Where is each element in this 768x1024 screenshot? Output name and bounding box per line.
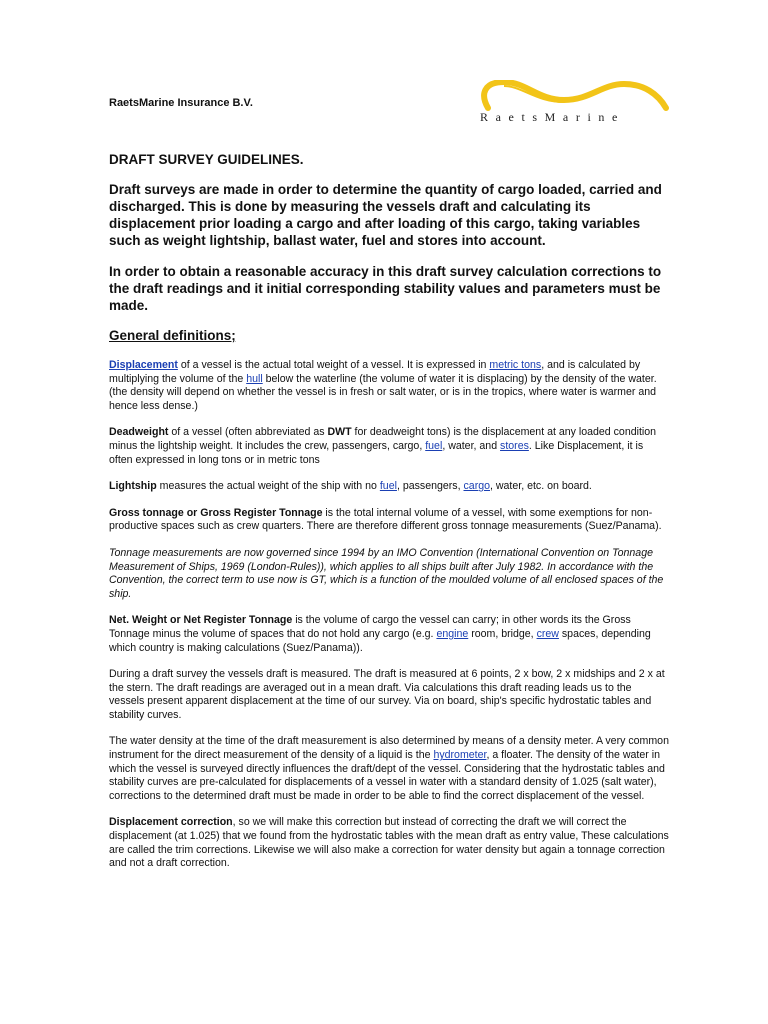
net-tonnage-definition: Net. Weight or Net Register Tonnage is the volume of cargo the vessel can carry; in other words its the Gross Tonnage minus the volume of spaces that do not hold any cargo (e.g. engine room, bridge, crew spaces, depending which country is making calculations (Suez/Panama)). [109, 614, 651, 654]
general-definitions-heading: General definitions; [109, 328, 236, 343]
water-density-paragraph: The water density at the time of the draft measurement is also determined by means of a density meter. A very common instrument for the direct measurement of the density of a liquid is the hydrometer, a floater. The density of the water in which the vessel is surveyed directly influences the draft/dept of the vessel. Considering that the hydrostatic tables and stability curves are pre-calculated for displacements of a vessel in water with a standard density of 1.025 (salt water), corrections to the determined draft must be made in order to be able to find the correct displacement of the vessel. [109, 735, 669, 802]
hull-link[interactable]: hull [246, 372, 263, 385]
cargo-link[interactable]: cargo [463, 480, 490, 493]
logo-wordmark: RaetsMarine [480, 110, 625, 124]
fuel-link[interactable]: fuel [379, 480, 397, 493]
crew-link[interactable]: crew [536, 627, 559, 640]
raetsmarine-logo [474, 80, 684, 132]
draft-measurement-paragraph: During a draft survey the vessels draft is measured. The draft is measured at 6 points, 2 x bow, 2 x midships and 2 x at the stern. The draft readings are averaged out in a mean draft. Via calculations this draft reading leads us to the vessels present apparent displacement at the time of our survey. Via on board, ship's specific hydrostatic tables and stability curves. [109, 668, 665, 721]
company-name: RaetsMarine Insurance B.V. [109, 97, 253, 109]
intro-paragraph: Draft surveys are made in order to determine the quantity of cargo loaded, carried and discharged. This is done by measuring the vessels draft and calculating its displacement prior loading a cargo and after loading of this cargo, taking variables such as weight lightship, ballast water, fuel and stores into account. [109, 182, 662, 248]
displacement-definition: Displacement of a vessel is the actual total weight of a vessel. It is expressed in metric tons, and is calculated by multiplying the volume of the hull below the waterline (the volume of water it is displacing) by the density of the water. (the density will depend on whether the vessel is in fresh or salt water, or is in the tropics, where water is warmer and hence less dense.) [109, 359, 657, 412]
displacement-link[interactable]: Displacement [109, 359, 178, 371]
accuracy-paragraph: In order to obtain a reasonable accuracy in this draft survey calculation corrections to the draft readings and it initial corresponding stability values and parameters must be made. [109, 264, 662, 313]
document-title: DRAFT SURVEY GUIDELINES. [109, 152, 304, 167]
stores-link[interactable]: stores [500, 439, 529, 452]
deadweight-definition: Deadweight of a vessel (often abbreviated as DWT for deadweight tons) is the displacement at any loaded condition minus the lightship weight. It includes the crew, passengers, cargo, fuel, water, and stores. Like Displacement, it is often expressed in long tons or in metric tons [109, 426, 657, 466]
lightship-definition: Lightship measures the actual weight of the ship with no fuel, passengers, cargo, water, etc. on board. [109, 480, 592, 493]
tonnage-convention-note: Tonnage measurements are now governed since 1994 by an IMO Convention (International Convention on Tonnage Measurement of Ships, 1969 (London-Rules)), which applies to all ships built after July 1982. In accordance with the Convention, the correct term to use now is GT, which is a function of the moulded volume of all enclosed spaces of the ship. [109, 546, 664, 600]
hydrometer-link[interactable]: hydrometer [433, 749, 487, 762]
fuel-link[interactable]: fuel [425, 439, 443, 452]
displacement-correction-paragraph: Displacement correction, so we will make this correction but instead of correcting the draft we will correct the displacement (at 1.025) that we found from the hydrostatic tables with the mean draft as entry value, These calculations are called the trim corrections. Likewise we will also make a correction for water density but again a tonnage correction and not a draft correction. [109, 816, 669, 870]
engine-link[interactable]: engine [436, 627, 469, 640]
metric-tons-link[interactable]: metric tons [489, 359, 542, 371]
gross-tonnage-definition: Gross tonnage or Gross Register Tonnage is the total internal volume of a vessel, with some exemptions for non-productive spaces such as crew quarters. There are therefore different gross tonnage measurements (Suez/Panama). [109, 506, 662, 533]
document-body [109, 152, 669, 884]
